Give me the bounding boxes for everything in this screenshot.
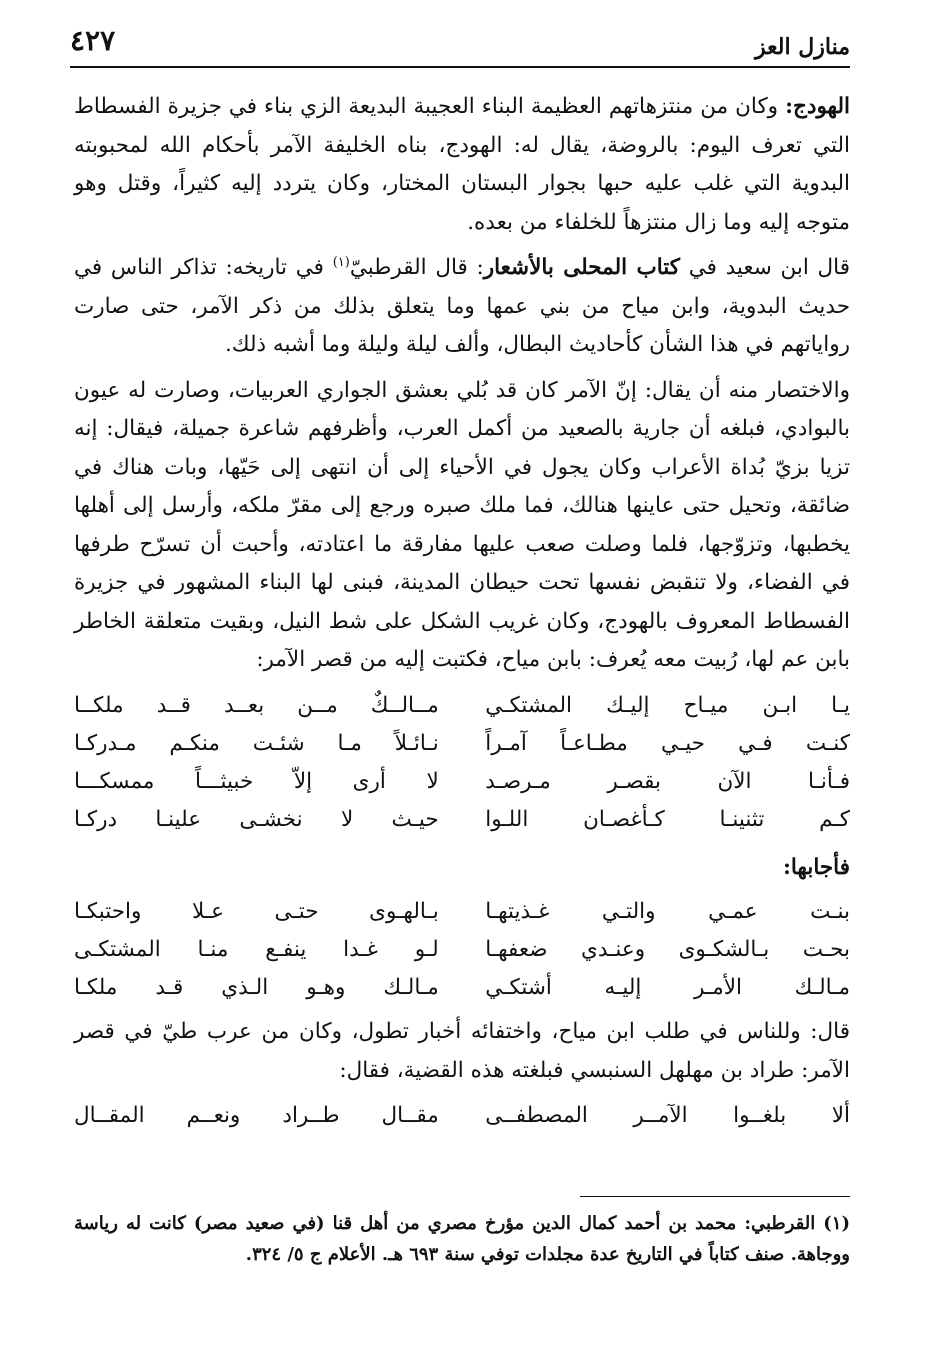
verse-second-hemistich: بـالهـوى حتـى عـلا واحتبكـا (74, 899, 439, 924)
paragraph-hawdaj (74, 88, 850, 242)
paragraph-ibn-said (74, 249, 850, 365)
poem-reply (74, 893, 850, 1007)
footnote-reference: (١) (332, 254, 350, 270)
verse-line (74, 931, 850, 969)
book-title: كتاب المحلى بالأشعار (483, 255, 680, 280)
verse-first-hemistich: بنـت عمـي والتـي غـذيتهـا (485, 899, 850, 924)
page-body (74, 88, 850, 1139)
poem-letter (74, 687, 850, 839)
answer-label: فأجابها: (782, 854, 850, 880)
verse-line (74, 725, 850, 763)
verse-line (74, 687, 850, 725)
verse-second-hemistich: مــالــكٌ مــن بعــد قــد ملكــا (74, 692, 439, 718)
verse-first-hemistich: يـا ابـن ميـاح إليـك المشتكـي (485, 692, 850, 718)
verse-line (74, 763, 850, 801)
verse-line (74, 969, 850, 1007)
page-number: ٤٢٧ (70, 24, 116, 57)
paragraph-tirad (74, 1013, 850, 1090)
verse-second-hemistich: مـالـك وهـو الـذي قـد ملكـا (74, 975, 439, 1000)
verse-line (74, 1097, 850, 1135)
running-title: منازل العز (755, 34, 850, 60)
verse-first-hemistich: فـأنـا الآن بقصـر مـرصـد (485, 768, 850, 794)
verse-line (74, 893, 850, 931)
verse-first-hemistich: كـم تثنينـا كـأغصـان اللـوا (485, 806, 850, 832)
verse-second-hemistich: لـو غـدا ينفـع منـا المشتكـى (74, 937, 439, 962)
paragraph-text: وكان من منتزهاتهم العظيمة البناء العجيبة البديعة الزي بناء في جزيرة الفسطاط التي تعرف اليوم: بالروضة، يقال له: الهودج، بناه الخليفة الآمر بأحكام الله لمحبوبته البدوية التي غلب عليه حبها بجوار البستان المختار، وكان يتردد إليه كثيراً، وقتل وهو متوجه إليه وما زال منتزهاً للخلفاء من بعده. (74, 94, 850, 235)
verse-first-hemistich: بحـت بـالشكـوى وعنـدي ضعفهـا (485, 937, 850, 962)
verse-first-hemistich: مـالـك الأمـر إليـه أشتكـي (485, 975, 850, 1000)
verse-second-hemistich: لا أرى إلاّ خبيثـــاً ممسكـــا (74, 768, 439, 794)
verse-second-hemistich: حيـث لا نخشـى علينـا دركـا (74, 806, 439, 832)
footnote-separator (580, 1196, 850, 1197)
footnote: (١) القرطبي: محمد بن أحمد كمال الدين مؤرخ مصري من أهل قنا (في صعيد مصر) كانت له رياسة ووجاهة. صنف كتاباً في التاريخ عدة مجلدات توفي سنة ٦٩٣ هـ. الأعلام ج ٥/ ٣٢٤. (74, 1213, 850, 1265)
paragraph-text: قال ابن سعيد في (688, 255, 850, 280)
paragraph-lead-term: الهودج: (785, 94, 850, 119)
verse-line (74, 801, 850, 839)
verse-first-hemistich: ألا بلغــوا الآمــر المصطفــى (485, 1103, 850, 1128)
paragraph-text: : قال القرطبيّ (349, 255, 484, 280)
paragraph-text: في تاريخه: تذاكر الناس في حديث البدوية، وابن مياح من بني عمها وما يتعلق بذلك من ذكر الآمر، حتى صارت رواياتهم في هذا الشأن كأحاديث البطال، وألف ليلة وليلة وما أشبه ذلك. (74, 255, 850, 357)
page-header (70, 20, 850, 68)
verse-first-hemistich: كنـت فـي حيـي مطـاعـاً آمـراً (485, 730, 850, 756)
poem-tirad (74, 1097, 850, 1135)
paragraph-summary (74, 372, 850, 680)
paragraph-text: والاختصار منه أن يقال: إنّ الآمر كان قد بُلي بعشق الجواري العربيات، وصارت له عيون بالبوادي، فبلغه أن جارية بالصعيد من أكمل العرب، وأظرفهم شاعرة جميلة، فيقال: إنه تزيا بزيّ بُداة الأعراب وكان يجول في الأحياء إلى أن انتهى إلى حَيّها، وبات هناك في ضائقة، وتحيل حتى عاينها هنالك، فما ملك صبره ورجع إلى مقرّ ملكه، وأرسل إلى أهلها يخطبها، وتزوّجها، فلما وصلت صعب عليها مفارقة ما اعتادته، وأحبت أن تسرّح طرفها في الفضاء، ولا تنقبض نفسها تحت حيطان المدينة، فبنى لها البناء المشهور في جزيرة الفسطاط المعروف بالهودج، وكان غريب الشكل على شط النيل، وبقيت متعلقة الخاطر بابن عم لها، رُبيت معه يُعرف: بابن مياح، فكتبت إليه من قصر الآمر: (74, 377, 850, 672)
paragraph-text: قال: وللناس في طلب ابن مياح، واختفائه أخبار تطول، وكان من عرب طيّ في قصر الآمر: طراد بن مهلهل السنبسي فبلغته هذه القضية، فقال: (74, 1019, 850, 1083)
verse-second-hemistich: نـائـلاً مـا شئـت منكـم مـدركـا (74, 730, 439, 756)
verse-second-hemistich: مقــال طــراد ونعــم المقــال (74, 1103, 439, 1128)
